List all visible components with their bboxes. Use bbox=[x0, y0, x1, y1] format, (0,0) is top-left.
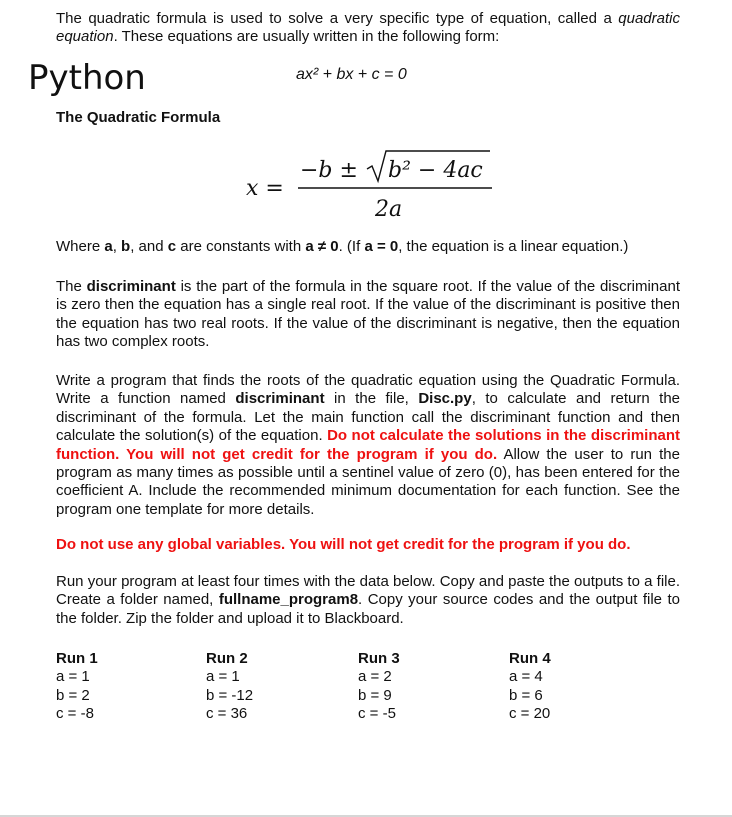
red-warning-inline: Do not calculate the solutions in the discriminant function. You will not get credit for the program if you do. bbox=[56, 427, 681, 463]
intro-paragraph: The quadratic formula is used to solve a very specific type of equation, called a quadratic equation. These equations are usually written in the following form: bbox=[56, 10, 680, 46]
python-label: Python bbox=[28, 58, 146, 98]
run-instructions-paragraph: Run your program at least four times with the data below. Copy and paste the outputs to a file. Create a folder named, fullname_program8. Copy your source codes and the output file to the folder. Zip the folder and upload it to Blackboard. bbox=[56, 573, 680, 627]
run-b-value: b = 6 bbox=[509, 686, 543, 704]
run-c-value: c = -5 bbox=[358, 705, 396, 723]
run-a-value: a = 2 bbox=[358, 668, 392, 686]
run-b-value: b = 2 bbox=[56, 686, 90, 704]
global-variables-warning: Do not use any global variables. You will not get credit for the program if you do. bbox=[56, 536, 631, 553]
run-c-value: c = -8 bbox=[56, 705, 94, 723]
run-b-value: b = 9 bbox=[358, 686, 392, 704]
run-column bbox=[56, 650, 98, 724]
standard-form-equation: ax² + bx + c = 0 bbox=[296, 66, 407, 83]
formula-lhs: x = bbox=[246, 176, 284, 201]
run-b-value: b = -12 bbox=[206, 686, 254, 704]
program-instructions-paragraph: Write a program that finds the roots of the quadratic equation using the Quadratic Formula. Write a function named discriminant in the file, Disc.py, to calculate and return the discriminant of the formula. Let the main function call the discriminant function and then calculate the solution(s) of the equation. Do not calculate the solutions in the discriminant function. You will not get credit for the program if you do. Allow the user to run the program as many times as possible until a sentinel value of zero (0), has been entered for the coefficient A. Include the recommended minimum documentation for each function. See the program one template for more details. bbox=[56, 372, 681, 518]
run-c-value: c = 36 bbox=[206, 705, 248, 723]
folder-name: fullname_program8 bbox=[218, 591, 359, 609]
discriminant-term: discriminant bbox=[86, 278, 176, 295]
discriminant-paragraph: The discriminant is the part of the formula in the square root. If the value of the discriminant is zero then the equation has a single real root. If the value of the discriminant is positive then the equation has two real roots. If the value of the discriminant is negative, then the equation has two complex roots. bbox=[56, 278, 680, 351]
run-title: Run 2 bbox=[206, 650, 248, 667]
where-paragraph: Where a, b, and c are constants with a ≠ 0. (If a = 0, the equation is a linear equation.) bbox=[56, 238, 629, 255]
quadratic-formula-heading: The Quadratic Formula bbox=[56, 109, 221, 126]
quadratic-equation-term: quadratic equation bbox=[56, 10, 680, 46]
run-a-value: a = 1 bbox=[56, 668, 90, 686]
run-a-value: a = 1 bbox=[206, 668, 240, 686]
quadratic-formula bbox=[238, 147, 498, 232]
formula-denominator: 2a bbox=[375, 197, 403, 222]
run-column bbox=[206, 650, 253, 724]
formula-numerator-prefix: −b ± bbox=[300, 158, 358, 183]
run-column bbox=[509, 650, 551, 724]
run-column bbox=[358, 650, 400, 724]
function-name: discriminant bbox=[235, 390, 325, 408]
run-title: Run 1 bbox=[56, 650, 98, 667]
run-title: Run 4 bbox=[509, 650, 551, 667]
formula-radicand: b² − 4ac bbox=[388, 158, 483, 183]
run-a-value: a = 4 bbox=[509, 668, 543, 686]
run-c-value: c = 20 bbox=[509, 705, 551, 723]
file-name: Disc.py bbox=[418, 390, 472, 408]
run-title: Run 3 bbox=[358, 650, 400, 667]
